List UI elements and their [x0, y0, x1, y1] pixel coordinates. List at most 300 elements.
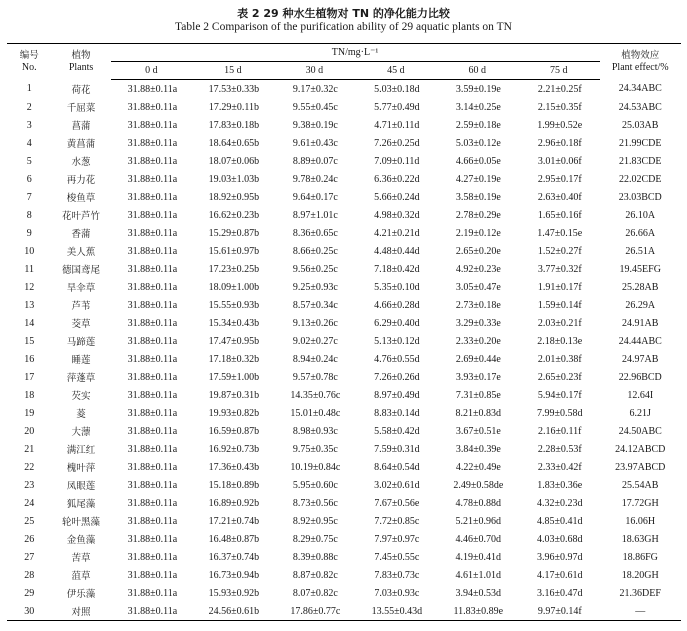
- tn-value: 14.35±0.76c: [290, 389, 341, 401]
- table-row: [7, 476, 681, 494]
- table-row: [7, 332, 681, 350]
- plant-name: 黄菖蒲: [66, 139, 96, 150]
- tn-purification-table: [7, 43, 681, 621]
- row-number: 22: [24, 461, 35, 473]
- plant-name: 满江红: [66, 445, 96, 456]
- tn-value: 5.77±0.49d: [374, 101, 420, 113]
- tn-value: 31.88±0.11a: [127, 101, 178, 113]
- plant-effect: 21.83CDE: [619, 155, 662, 167]
- tn-value: 3.29±0.33e: [455, 317, 501, 329]
- table-row: [7, 188, 681, 206]
- tn-value: 16.73±0.94b: [208, 569, 260, 581]
- tn-value: 2.01±0.38f: [537, 353, 582, 365]
- tn-value: 7.83±0.73c: [374, 569, 420, 581]
- row-number: 16: [24, 353, 35, 365]
- table-row: [7, 350, 681, 368]
- plant-name: 伊乐藻: [66, 589, 96, 600]
- tn-value: 3.14±0.25e: [455, 101, 501, 113]
- tn-value: 31.88±0.11a: [127, 173, 178, 185]
- tn-value: 1.59±0.14f: [537, 299, 582, 311]
- tn-value: 8.07±0.82c: [292, 587, 338, 599]
- tn-value: 31.88±0.11a: [127, 479, 178, 491]
- plant-name: 荷花: [71, 84, 91, 96]
- tn-value: 31.88±0.11a: [127, 155, 178, 167]
- tn-value: 11.83±0.89e: [437, 602, 518, 621]
- tn-value: 3.77±0.32f: [537, 263, 582, 275]
- row-number: 11: [24, 263, 35, 275]
- tn-value: 17.53±0.33b: [208, 83, 260, 95]
- tn-value: 6.36±0.22d: [374, 173, 420, 185]
- tn-value: 17.86±0.77c: [274, 602, 355, 621]
- plant-name: 大薸: [71, 427, 91, 438]
- plant-effect: 24.50ABC: [618, 425, 662, 437]
- row-number: 10: [24, 245, 35, 257]
- tn-value: 4.66±0.28d: [374, 299, 420, 311]
- tn-value: 3.84±0.39e: [455, 443, 501, 455]
- tn-value: 4.27±0.19e: [455, 173, 501, 185]
- tn-value: 5.35±0.10d: [374, 281, 420, 293]
- tn-value: 3.94±0.53d: [455, 587, 502, 599]
- tn-value: 8.89±0.07c: [292, 155, 338, 167]
- tn-value: 7.03±0.93c: [374, 587, 420, 599]
- tn-value: 3.16±0.47d: [537, 587, 583, 599]
- row-number: 9: [26, 227, 32, 239]
- tn-value: 15.01±0.48c: [290, 407, 341, 419]
- header-day: 75 d: [518, 62, 599, 80]
- tn-value: 7.26±0.25d: [374, 137, 420, 149]
- tn-value: 31.88±0.11a: [127, 443, 178, 455]
- tn-value: 16.37±0.74b: [208, 551, 260, 563]
- tn-value: 4.71±0.11d: [374, 119, 420, 131]
- plant-effect: 24.12ABCD: [615, 443, 666, 455]
- plant-name: 德国鸢尾: [62, 265, 101, 276]
- tn-value: 5.13±0.12d: [374, 335, 420, 347]
- tn-value: 31.88±0.11a: [127, 209, 178, 221]
- table-row: [7, 296, 681, 314]
- row-number: 5: [26, 155, 32, 167]
- tn-value: 15.55±0.93b: [208, 299, 260, 311]
- header-day: 15 d: [192, 62, 273, 80]
- tn-value: 8.94±0.24c: [292, 353, 338, 365]
- tn-value: 4.22±0.49e: [455, 461, 501, 473]
- plant-name: 梭鱼草: [66, 193, 96, 204]
- tn-value: 4.76±0.55d: [374, 353, 420, 365]
- table-row: [7, 404, 681, 422]
- row-number: 2: [26, 101, 32, 113]
- tn-value: 18.92±0.95b: [208, 191, 260, 203]
- row-number: 7: [26, 191, 32, 203]
- tn-value: 31.88±0.11a: [127, 299, 178, 311]
- header-plant: [51, 44, 110, 80]
- tn-value: 31.88±0.11a: [111, 602, 192, 621]
- plant-name: 菱: [76, 409, 86, 420]
- plant-name: 凤眼莲: [66, 481, 96, 492]
- tn-value: 5.66±0.24d: [374, 191, 420, 203]
- plant-name: 萍蓬草: [66, 373, 96, 384]
- tn-value: 5.21±0.96d: [455, 515, 502, 527]
- plant-effect: 6.21J: [629, 407, 651, 419]
- plant-effect: 23.97ABCD: [615, 461, 666, 473]
- plant-effect: 25.28AB: [622, 281, 659, 293]
- table-row: [7, 512, 681, 530]
- tn-value: 9.02±0.27c: [292, 335, 338, 347]
- plant-effect: 24.91AB: [622, 317, 659, 329]
- tn-value: 17.21±0.74b: [208, 515, 260, 527]
- header-plant-cn: 植物: [71, 49, 91, 61]
- table-row: [7, 458, 681, 476]
- tn-value: 31.88±0.11a: [127, 425, 178, 437]
- tn-value: 4.98±0.32d: [374, 209, 420, 221]
- tn-value: 10.19±0.84c: [290, 461, 341, 473]
- plant-effect: 18.86FG: [622, 551, 658, 563]
- table-row: [7, 584, 681, 602]
- row-number: 20: [24, 425, 35, 437]
- tn-value: 4.78±0.88d: [455, 497, 502, 509]
- tn-value: 7.97±0.97c: [374, 533, 420, 545]
- tn-value: 1.47±0.15e: [537, 227, 583, 239]
- table-row: [7, 260, 681, 278]
- table-row: [7, 242, 681, 260]
- tn-value: 16.92±0.73b: [208, 443, 260, 455]
- tn-value: 2.15±0.35f: [537, 101, 582, 113]
- tn-value: 4.17±0.61d: [537, 569, 583, 581]
- header-effect: [600, 44, 681, 80]
- tn-value: 2.69±0.44e: [455, 353, 501, 365]
- plant-effect: 26.29A: [625, 299, 656, 311]
- table-row: [7, 368, 681, 386]
- tn-value: 16.59±0.87b: [208, 425, 260, 437]
- tn-value: 8.73±0.56c: [292, 497, 338, 509]
- tn-value: 17.29±0.11b: [208, 101, 259, 113]
- tn-value: 2.59±0.18e: [455, 119, 501, 131]
- header-day: 45 d: [355, 62, 436, 80]
- tn-value: 17.83±0.18b: [208, 119, 260, 131]
- plant-name: 轮叶黑藻: [62, 517, 101, 528]
- tn-value: 9.61±0.43c: [292, 137, 338, 149]
- tn-value: 2.63±0.40f: [537, 191, 582, 203]
- tn-value: 19.87±0.31b: [208, 389, 260, 401]
- header-plant-en: Plants: [68, 61, 94, 73]
- tn-value: 31.88±0.11a: [127, 551, 178, 563]
- row-number: 26: [24, 533, 35, 545]
- header-day: 30 d: [274, 62, 355, 80]
- tn-value: 16.89±0.92b: [208, 497, 260, 509]
- tn-value: 16.62±0.23b: [208, 209, 260, 221]
- tn-value: 2.65±0.23f: [537, 371, 582, 383]
- table-row: [7, 386, 681, 404]
- tn-value: 5.03±0.18d: [374, 83, 420, 95]
- tn-value: 4.46±0.70d: [455, 533, 502, 545]
- tn-value: 4.66±0.05e: [455, 155, 501, 167]
- row-number: 13: [24, 299, 35, 311]
- table-caption-en: Table 2 Comparison of the purification ability of 29 aquatic plants on TN: [175, 21, 512, 33]
- tn-value: 15.29±0.87b: [208, 227, 260, 239]
- tn-value: 2.16±0.11f: [538, 425, 582, 437]
- table-row: [7, 602, 681, 621]
- tn-value: 31.88±0.11a: [127, 587, 178, 599]
- tn-value: 1.83±0.36e: [537, 479, 583, 491]
- tn-value: 9.97±0.14f: [518, 602, 599, 621]
- tn-value: 18.64±0.65b: [208, 137, 260, 149]
- tn-value: 2.03±0.21f: [537, 317, 582, 329]
- row-number: 4: [26, 137, 32, 149]
- tn-value: 31.88±0.11a: [127, 263, 178, 275]
- row-number: 23: [24, 479, 35, 491]
- tn-value: 17.23±0.25b: [208, 263, 260, 275]
- row-number: 21: [24, 443, 35, 455]
- table-caption-cn: 表 2 29 种水生植物对 TN 的净化能力比较: [237, 7, 450, 20]
- tn-value: 31.88±0.11a: [127, 533, 178, 545]
- plant-name: 对照: [51, 602, 110, 621]
- tn-value: 6.29±0.40d: [374, 317, 420, 329]
- plant-effect: 18.20GH: [621, 569, 659, 581]
- table-row: [7, 494, 681, 512]
- tn-value: 4.19±0.41d: [455, 551, 502, 563]
- tn-value: 3.96±0.97d: [537, 551, 583, 563]
- tn-value: 2.96±0.18f: [537, 137, 582, 149]
- plant-name: 槐叶萍: [66, 463, 96, 474]
- plant-name: 狐尾藻: [66, 499, 96, 510]
- tn-value: 5.03±0.12e: [455, 137, 501, 149]
- plant-effect: 22.96BCD: [618, 371, 662, 383]
- tn-value: 8.29±0.75c: [292, 533, 338, 545]
- row-number: 15: [24, 335, 35, 347]
- tn-value: 8.87±0.82c: [292, 569, 338, 581]
- tn-value: 8.92±0.95c: [292, 515, 338, 527]
- row-number: 19: [24, 407, 35, 419]
- table-row: [7, 566, 681, 584]
- header-day: 0 d: [111, 62, 192, 80]
- tn-value: 13.55±0.43d: [355, 602, 436, 621]
- tn-value: 31.88±0.11a: [127, 317, 178, 329]
- table-row: [7, 440, 681, 458]
- tn-value: 31.88±0.11a: [127, 137, 178, 149]
- tn-value: 18.07±0.06b: [208, 155, 260, 167]
- tn-value: 5.95±0.60c: [292, 479, 338, 491]
- tn-value: 8.98±0.93c: [292, 425, 338, 437]
- row-number: 17: [24, 371, 35, 383]
- tn-value: 31.88±0.11a: [127, 83, 178, 95]
- plant-effect: 26.10A: [625, 209, 656, 221]
- tn-value: 4.32±0.23d: [537, 497, 583, 509]
- tn-value: 31.88±0.11a: [127, 335, 178, 347]
- tn-value: 7.67±0.56e: [374, 497, 420, 509]
- tn-value: 4.21±0.21d: [374, 227, 420, 239]
- tn-value: 7.72±0.85c: [374, 515, 420, 527]
- table-row: [7, 224, 681, 242]
- table-row: [7, 422, 681, 440]
- row-number: 18: [24, 389, 35, 401]
- table-row: [7, 152, 681, 170]
- tn-value: 7.26±0.26d: [374, 371, 420, 383]
- tn-value: 18.09±1.00b: [208, 281, 260, 293]
- tn-value: 17.47±0.95b: [208, 335, 260, 347]
- tn-value: 5.94±0.17f: [537, 389, 582, 401]
- tn-value: 7.31±0.85e: [455, 389, 501, 401]
- tn-value: 9.75±0.35c: [292, 443, 338, 455]
- tn-value: 2.28±0.53f: [537, 443, 582, 455]
- tn-value: 7.18±0.42d: [374, 263, 420, 275]
- tn-value: 16.48±0.87b: [208, 533, 260, 545]
- row-number: 8: [26, 209, 32, 221]
- tn-value: 8.97±0.49d: [374, 389, 420, 401]
- table-row: [7, 116, 681, 134]
- tn-value: 4.48±0.44d: [374, 245, 420, 257]
- table-row: [7, 548, 681, 566]
- tn-value: 17.18±0.32b: [208, 353, 260, 365]
- plant-name: 香蒲: [71, 229, 91, 240]
- tn-value: 2.65±0.20e: [455, 245, 501, 257]
- tn-value: 7.99±0.58d: [537, 407, 583, 419]
- tn-value: 17.36±0.43b: [208, 461, 260, 473]
- header-tn: TN/mg·L⁻¹: [111, 44, 600, 62]
- tn-value: 8.66±0.25c: [292, 245, 338, 257]
- plant-effect: 24.34ABC: [618, 83, 662, 95]
- tn-value: 2.95±0.17f: [537, 173, 582, 185]
- row-number: 27: [24, 551, 35, 563]
- row-number: 28: [24, 569, 35, 581]
- tn-value: 2.33±0.42f: [537, 461, 582, 473]
- table-row: [7, 278, 681, 296]
- tn-value: 31.88±0.11a: [127, 353, 178, 365]
- table-row: [7, 206, 681, 224]
- plant-effect: 24.44ABC: [618, 335, 662, 347]
- tn-value: 15.93±0.92b: [208, 587, 260, 599]
- row-number: 6: [26, 173, 32, 185]
- plant-effect: 16.06H: [625, 515, 656, 527]
- tn-value: 2.33±0.20e: [455, 335, 501, 347]
- plant-name: 芡实: [71, 391, 91, 402]
- plant-effect: —: [600, 602, 681, 621]
- row-number: 25: [24, 515, 35, 527]
- tn-value: 8.39±0.88c: [292, 551, 338, 563]
- plant-effect: 24.53ABC: [618, 101, 662, 113]
- tn-value: 9.78±0.24c: [292, 173, 338, 185]
- tn-value: 31.88±0.11a: [127, 371, 178, 383]
- tn-value: 1.99±0.52e: [537, 119, 583, 131]
- tn-value: 2.73±0.18e: [455, 299, 501, 311]
- table-row: [7, 530, 681, 548]
- tn-value: 5.58±0.42d: [374, 425, 420, 437]
- plant-effect: 26.66A: [625, 227, 656, 239]
- header-no: [7, 44, 51, 80]
- plant-name: 千屈菜: [66, 103, 96, 114]
- plant-effect: 21.36DEF: [619, 587, 661, 599]
- plant-name: 菖蒲: [71, 121, 91, 132]
- tn-value: 7.09±0.11d: [374, 155, 420, 167]
- tn-value: 2.21±0.25f: [537, 83, 582, 95]
- header-effect-cn: 植物效应: [621, 49, 660, 61]
- row-number: 3: [26, 119, 32, 131]
- tn-value: 9.17±0.32c: [292, 83, 338, 95]
- tn-value: 31.88±0.11a: [127, 119, 178, 131]
- header-no-cn: 编号: [19, 49, 39, 61]
- tn-value: 1.65±0.16f: [537, 209, 582, 221]
- tn-value: 2.19±0.12e: [455, 227, 501, 239]
- tn-value: 8.36±0.65c: [292, 227, 338, 239]
- tn-value: 31.88±0.11a: [127, 407, 178, 419]
- tn-value: 3.59±0.19e: [455, 83, 501, 95]
- plant-effect: 25.03AB: [622, 119, 659, 131]
- plant-name: 芦苇: [71, 301, 91, 312]
- plant-effect: 21.99CDE: [619, 137, 662, 149]
- tn-value: 1.91±0.17f: [537, 281, 582, 293]
- row-number: 12: [24, 281, 35, 293]
- plant-effect: 19.45EFG: [619, 263, 661, 275]
- tn-value: 3.01±0.06f: [537, 155, 582, 167]
- tn-value: 3.05±0.47e: [455, 281, 501, 293]
- tn-value: 9.56±0.25c: [292, 263, 338, 275]
- table-row: [7, 314, 681, 332]
- tn-value: 9.38±0.19c: [292, 119, 338, 131]
- tn-value: 8.97±1.01c: [292, 209, 338, 221]
- row-number: 24: [24, 497, 35, 509]
- tn-value: 4.61±1.01d: [455, 569, 502, 581]
- tn-value: 31.88±0.11a: [127, 281, 178, 293]
- tn-value: 31.88±0.11a: [127, 515, 178, 527]
- tn-value: 7.59±0.31d: [374, 443, 420, 455]
- tn-value: 31.88±0.11a: [127, 191, 178, 203]
- tn-value: 9.64±0.17c: [292, 191, 338, 203]
- tn-value: 3.67±0.51e: [455, 425, 501, 437]
- tn-value: 3.93±0.17e: [455, 371, 501, 383]
- tn-value: 3.58±0.19e: [455, 191, 501, 203]
- tn-value: 31.88±0.11a: [127, 245, 178, 257]
- tn-value: 8.21±0.83d: [455, 407, 502, 419]
- table-row: [7, 80, 681, 99]
- header-no-en: No.: [21, 61, 37, 73]
- plant-effect: 25.54AB: [622, 479, 659, 491]
- tn-value: 3.02±0.61d: [374, 479, 420, 491]
- tn-value: 2.18±0.13e: [537, 335, 583, 347]
- tn-value: 17.59±1.00b: [208, 371, 260, 383]
- tn-value: 9.25±0.93c: [292, 281, 338, 293]
- plant-effect: 17.72GH: [621, 497, 659, 509]
- table-row: [7, 134, 681, 152]
- tn-value: 7.45±0.55c: [374, 551, 420, 563]
- tn-value: 15.34±0.43b: [208, 317, 260, 329]
- tn-value: 19.03±1.03b: [208, 173, 260, 185]
- plant-effect: 24.97AB: [622, 353, 659, 365]
- plant-name: 金鱼藻: [66, 535, 96, 546]
- plant-name: 水葱: [71, 157, 91, 168]
- tn-value: 4.92±0.23e: [455, 263, 501, 275]
- tn-value: 15.61±0.97b: [208, 245, 260, 257]
- tn-value: 9.55±0.45c: [292, 101, 338, 113]
- tn-value: 31.88±0.11a: [127, 569, 178, 581]
- tn-value: 31.88±0.11a: [127, 461, 178, 473]
- plant-effect: 23.03BCD: [618, 191, 662, 203]
- tn-value: 31.88±0.11a: [127, 227, 178, 239]
- tn-value: 31.88±0.11a: [127, 389, 178, 401]
- tn-value: 4.03±0.68d: [537, 533, 583, 545]
- row-number: 1: [26, 83, 32, 95]
- tn-value: 8.83±0.14d: [374, 407, 420, 419]
- tn-value: 24.56±0.61b: [192, 602, 273, 621]
- tn-value: 2.78±0.29e: [455, 209, 501, 221]
- plant-name: 马蹄莲: [66, 337, 96, 348]
- table-row: [7, 170, 681, 188]
- plant-name: 菹草: [71, 571, 91, 582]
- plant-effect: 12.64I: [627, 389, 654, 401]
- plant-effect: 22.02CDE: [619, 173, 662, 185]
- tn-value: 15.18±0.89b: [208, 479, 260, 491]
- table-body: [7, 80, 681, 621]
- plant-name: 旱伞草: [66, 283, 96, 294]
- row-number: 30: [7, 602, 51, 621]
- plant-name: 茭草: [71, 319, 91, 330]
- tn-value: 31.88±0.11a: [127, 497, 178, 509]
